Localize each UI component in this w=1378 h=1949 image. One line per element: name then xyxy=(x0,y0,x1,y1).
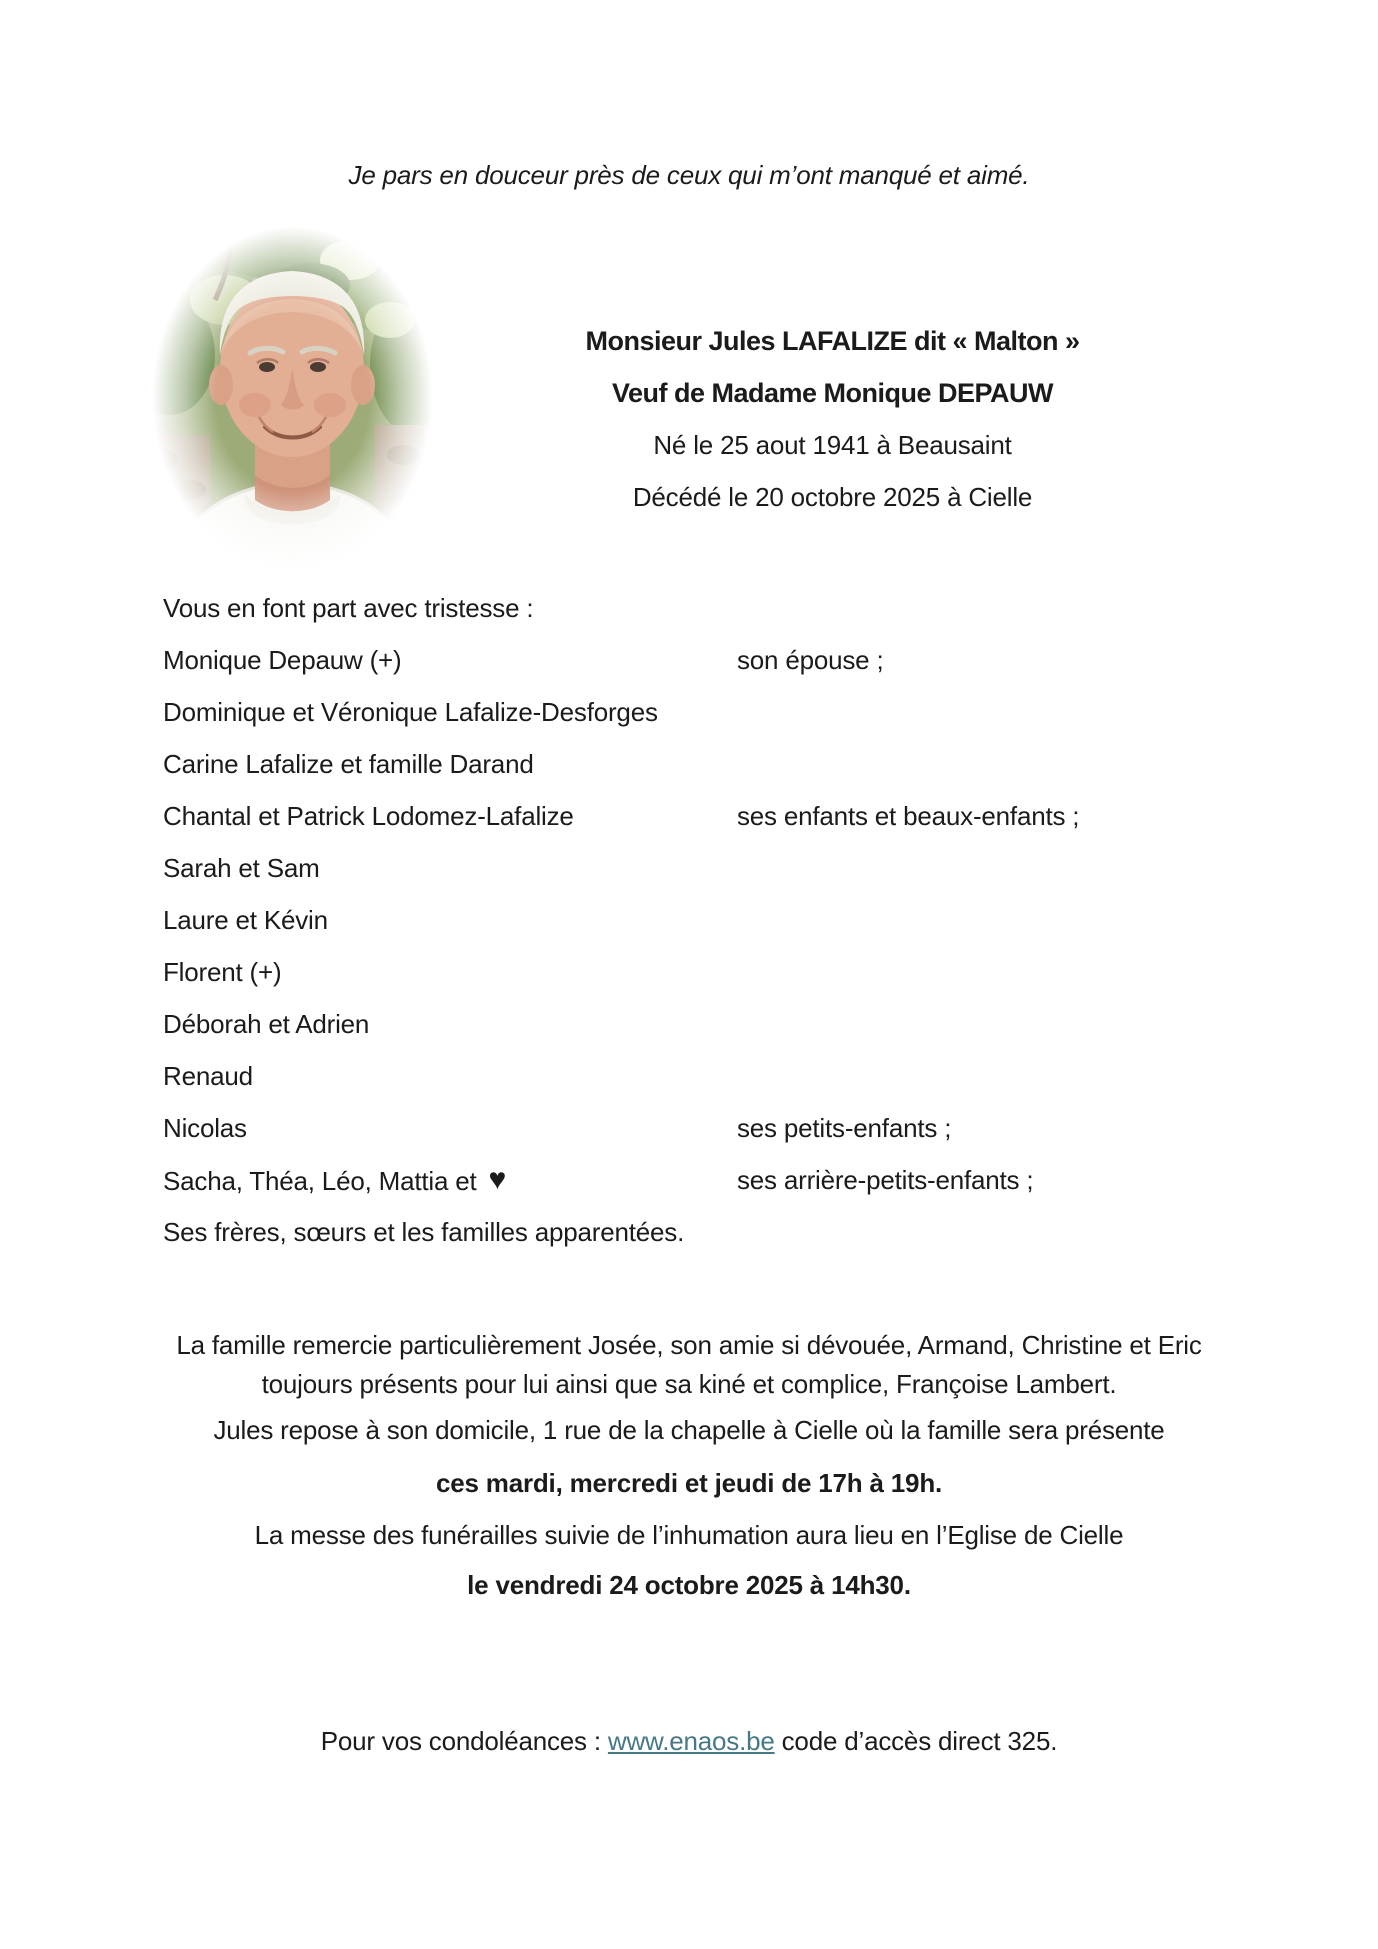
death-line: Décédé le 20 octobre 2025 à Cielle xyxy=(632,482,1033,512)
family-row xyxy=(163,894,1263,946)
thanks-line-1: La famille remercie particulièrement Josée, son amie si dévouée, Armand, Christine et Eric xyxy=(176,1330,1202,1360)
deceased-name: Monsieur Jules LAFALIZE dit « Malton » xyxy=(585,326,1080,356)
family-member-name: Dominique et Véronique Lafalize-Desforges xyxy=(163,697,658,727)
condolences-prefix: Pour vos condoléances : xyxy=(320,1726,608,1756)
family-row xyxy=(163,1102,1263,1154)
relation-label: ses petits-enfants ; xyxy=(737,1113,952,1143)
relation-label: ses arrière-petits-enfants ; xyxy=(737,1165,1034,1195)
heart-icon: ♥ xyxy=(488,1163,507,1196)
condolences-line xyxy=(0,1715,1378,1767)
relation-label: ses enfants et beaux-enfants ; xyxy=(737,801,1080,831)
family-member-name: Sarah et Sam xyxy=(163,853,320,883)
enaos-link[interactable]: www.enaos.be xyxy=(607,1726,775,1756)
relation-label: son épouse ; xyxy=(737,645,884,675)
family-row xyxy=(163,1050,1263,1102)
family-member-name: Nicolas xyxy=(163,1113,247,1143)
family-member-name: Déborah et Adrien xyxy=(163,1009,370,1039)
family-row xyxy=(163,842,1263,894)
family-intro xyxy=(163,582,1263,634)
thanks-paragraph xyxy=(0,1326,1378,1404)
family-row xyxy=(163,946,1263,998)
funeral-mass-line: La messe des funérailles suivie de l’inhumation aura lieu en l’Eglise de Cielle xyxy=(254,1520,1124,1550)
family-member-name: Sacha, Théa, Léo, Mattia et xyxy=(163,1166,477,1196)
family-member-name: Carine Lafalize et famille Darand xyxy=(163,749,534,779)
condolences-suffix: code d’accès direct 325. xyxy=(774,1726,1058,1756)
funeral-date-line: le vendredi 24 octobre 2025 à 14h30. xyxy=(467,1570,911,1600)
family-row xyxy=(163,790,1263,842)
visit-times-line: ces mardi, mercredi et jeudi de 17h à 19h. xyxy=(435,1468,943,1498)
family-row xyxy=(163,738,1263,790)
widower-line: Veuf de Madame Monique DEPAUW xyxy=(611,378,1054,408)
family-member-name: Monique Depauw (+) xyxy=(163,645,402,675)
family-row xyxy=(163,998,1263,1050)
family-row xyxy=(163,1154,1263,1206)
opening-quote: Je pars en douceur près de ceux qui m’ont manqué et aimé. xyxy=(348,160,1030,190)
family-member-name: Chantal et Patrick Lodomez-Lafalize xyxy=(163,801,574,831)
family-outro xyxy=(163,1206,1263,1258)
portrait-photo-image xyxy=(135,205,450,590)
family-list xyxy=(163,582,1263,1258)
family-member-name: Florent (+) xyxy=(163,957,282,987)
birth-line: Né le 25 aout 1941 à Beausaint xyxy=(653,430,1012,460)
deceased-header xyxy=(450,315,1215,523)
repose-line: Jules repose à son domicile, 1 rue de la chapelle à Cielle où la famille sera présente xyxy=(213,1415,1165,1445)
family-intro-text: Vous en font part avec tristesse : xyxy=(163,593,534,623)
family-row xyxy=(163,634,1263,686)
family-row xyxy=(163,686,1263,738)
portrait-photo xyxy=(135,205,450,590)
thanks-line-2: toujours présents pour lui ainsi que sa kiné et complice, Françoise Lambert. xyxy=(261,1369,1117,1399)
family-member-name: Renaud xyxy=(163,1061,253,1091)
family-member-name: Laure et Kévin xyxy=(163,905,328,935)
family-outro-text: Ses frères, sœurs et les familles apparentées. xyxy=(163,1217,685,1247)
